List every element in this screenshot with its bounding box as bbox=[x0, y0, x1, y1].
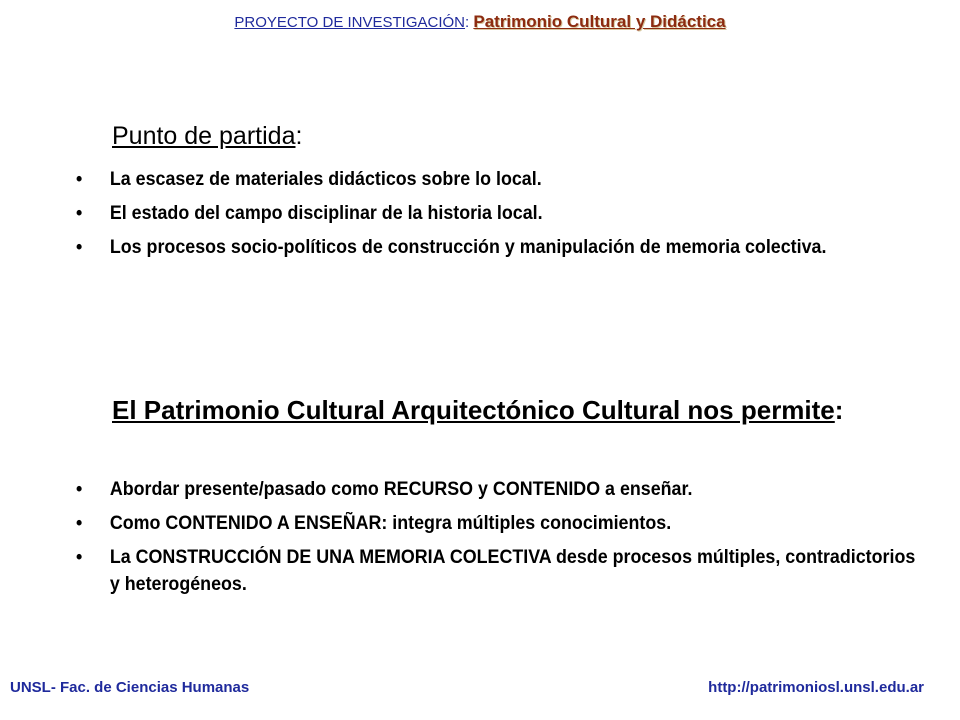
project-label: PROYECTO DE INVESTIGACIÓN bbox=[234, 14, 466, 31]
bullet-marker: • bbox=[76, 547, 83, 568]
footer-institution: UNSL- Fac. de Ciencias Humanas bbox=[10, 679, 250, 696]
list-item bbox=[76, 476, 918, 503]
slide-header bbox=[0, 12, 960, 32]
bullet-marker: • bbox=[76, 513, 83, 534]
section-heading-text: El Patrimonio Cultural Arquitectónico Cultural nos permite bbox=[112, 395, 835, 425]
bullet-text: Como CONTENIDO A ENSEÑAR: integra múltiples conocimientos. bbox=[109, 513, 672, 534]
list-item bbox=[76, 510, 918, 537]
list-item bbox=[76, 234, 918, 261]
list-item bbox=[76, 166, 918, 193]
footer-url: http://patrimoniosl.unsl.edu.ar bbox=[708, 679, 924, 696]
list-item bbox=[76, 544, 918, 598]
bullet-list-punto-de-partida bbox=[76, 166, 896, 268]
bullet-text: Abordar presente/pasado como RECURSO y CONTENIDO a enseñar. bbox=[109, 479, 693, 500]
bullet-text: La escasez de materiales didácticos sobre lo local. bbox=[109, 169, 542, 190]
bullet-text: Los procesos socio-políticos de construcción y manipulación de memoria colectiva. bbox=[109, 237, 827, 258]
bullet-marker: • bbox=[76, 203, 83, 224]
header-separator: : bbox=[465, 14, 470, 31]
bullet-marker: • bbox=[76, 237, 83, 258]
list-item bbox=[76, 200, 918, 227]
section-heading-punto-de-partida bbox=[112, 120, 302, 153]
section-heading-text: Punto de partida bbox=[112, 122, 296, 150]
bullet-list-patrimonio bbox=[76, 476, 916, 605]
section-heading-colon: : bbox=[834, 395, 844, 425]
bullet-marker: • bbox=[76, 479, 83, 500]
bullet-text: La CONSTRUCCIÓN DE UNA MEMORIA COLECTIVA desde procesos múltiples, contradictorios y heterogéneos. bbox=[109, 547, 916, 595]
project-title: Patrimonio Cultural y Didáctica bbox=[473, 12, 726, 31]
section-heading-patrimonio bbox=[112, 393, 892, 428]
bullet-marker: • bbox=[76, 169, 83, 190]
bullet-text: El estado del campo disciplinar de la historia local. bbox=[109, 203, 543, 224]
section-heading-colon: : bbox=[295, 122, 303, 150]
